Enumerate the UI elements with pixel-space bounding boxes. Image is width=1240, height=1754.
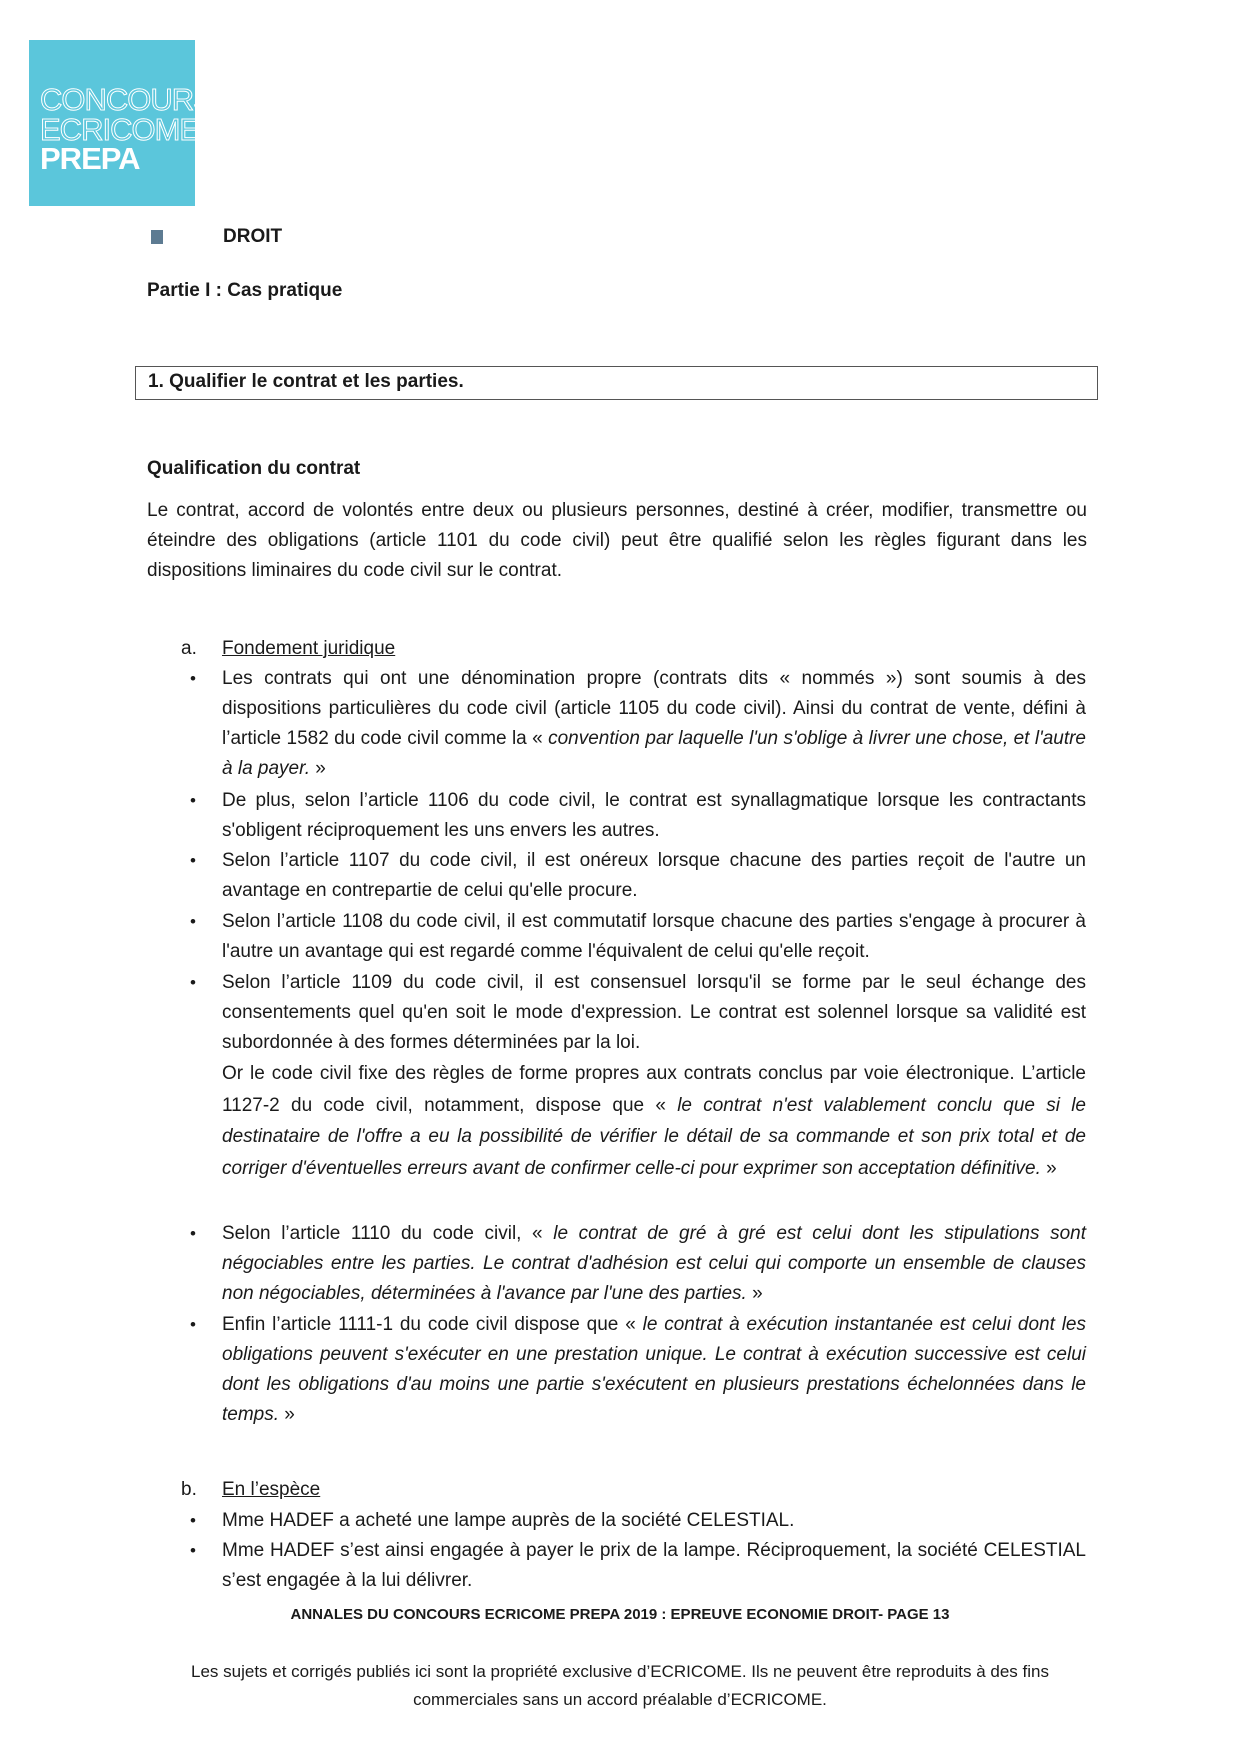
- list-item: • Selon l’article 1108 du code civil, il est commutatif lorsque chacune des parties s'engage à procurer à l'autre un avantage qui est regardé comme l'équivalent de celui qu'elle reçoit.: [222, 907, 1086, 967]
- list-item: • De plus, selon l’article 1106 du code civil, le contrat est synallagmatique lorsque les contractants s'obligent réciproquement les uns envers les autres.: [222, 786, 1086, 846]
- list-item-continuation: Or le code civil fixe des règles de forme propres aux contrats conclus par voie électronique. L’article 1127-2 du code civil, notamment, dispose que « le contrat n'est valablement conclu que si le destinataire de l'offre a eu la possibilité de vérifier le détail de sa commande et son prix total et de corriger d'éventuelles erreurs avant de confirmer celle-ci pour exprimer son acceptation définitive. »: [222, 1063, 1086, 1179]
- subsection-a-title: Fondement juridique: [222, 638, 396, 659]
- subsection-b-title: En l’espèce: [222, 1479, 321, 1500]
- page-footer-annales: ANNALES DU CONCOURS ECRICOME PREPA 2019 : EPREUVE ECONOMIE DROIT- PAGE 13: [290, 1606, 950, 1623]
- logo-line-ecricome: ECRICOME: [40, 112, 200, 147]
- question-box: [135, 366, 1098, 400]
- list-item: • Enfin l’article 1111-1 du code civil dispose que « le contrat à exécution instantanée est celui dont les obligations peuvent s'exécuter en une prestation unique. Le contrat à exécution successive est celui dont les obligations d'au moins une partie s'exécutent en plusieurs prestations échelonnées dans le temps. »: [222, 1310, 1086, 1430]
- list-item: • Selon l’article 1107 du code civil, il est onéreux lorsque chacune des parties reçoit de l'autre un avantage en contrepartie de celui qu'elle procure.: [222, 846, 1086, 906]
- list-item: • Mme HADEF a acheté une lampe auprès de la société CELESTIAL.: [222, 1506, 1086, 1536]
- subsection-b-marker: b.: [181, 1479, 197, 1500]
- list-item: • Selon l’article 1109 du code civil, il est consensuel lorsqu'il se forme par le seul échange des consentements quel qu'en soit le mode d'expression. Le contrat est solennel lorsque sa validité est subordonnée à des formes déterminées par la loi.: [222, 968, 1086, 1058]
- section-bullet-icon: [151, 230, 163, 244]
- section-title: DROIT: [223, 226, 283, 247]
- logo-line-prepa: PREPA: [40, 141, 140, 176]
- question-text: 1. Qualifier le contrat et les parties.: [148, 371, 464, 392]
- list-item: • Selon l’article 1110 du code civil, « le contrat de gré à gré est celui dont les stipulations sont négociables entre les parties. Le contrat d'adhésion est celui qui comporte un ensemble de clauses non négociables, déterminées à l'avance par l'une des parties. »: [222, 1219, 1086, 1309]
- copyright-notice: Les sujets et corrigés publiés ici sont la propriété exclusive d’ECRICOME. Ils ne peuvent être reproduits à des fins commerciales sans un accord préalable d’ECRICOME.: [191, 1662, 1049, 1709]
- ecricome-logo: [29, 40, 213, 206]
- list-item: • Les contrats qui ont une dénomination propre (contrats dits « nommés ») sont soumis à des dispositions particulières du code civil (article 1105 du code civil). Ainsi du contrat de vente, défini à l’article 1582 du code civil comme la « convention par laquelle l'un s'oblige à livrer une chose, et l'autre à la payer. »: [222, 664, 1086, 784]
- part-title: Partie I : Cas pratique: [147, 280, 343, 301]
- list-item: • Mme HADEF s’est ainsi engagée à payer le prix de la lampe. Réciproquement, la société CELESTIAL s’est engagée à la lui délivrer.: [222, 1536, 1086, 1596]
- subsection-a-marker: a.: [181, 638, 197, 659]
- qualification-heading: Qualification du contrat: [147, 458, 361, 479]
- intro-paragraph: Le contrat, accord de volontés entre deux ou plusieurs personnes, destiné à créer, modifier, transmettre ou éteindre des obligations (article 1101 du code civil) peut être qualifié selon les règles figurant dans les dispositions liminaires du code civil sur le contrat.: [147, 500, 1087, 581]
- logo-line-concours: CONCOURS: [40, 82, 213, 117]
